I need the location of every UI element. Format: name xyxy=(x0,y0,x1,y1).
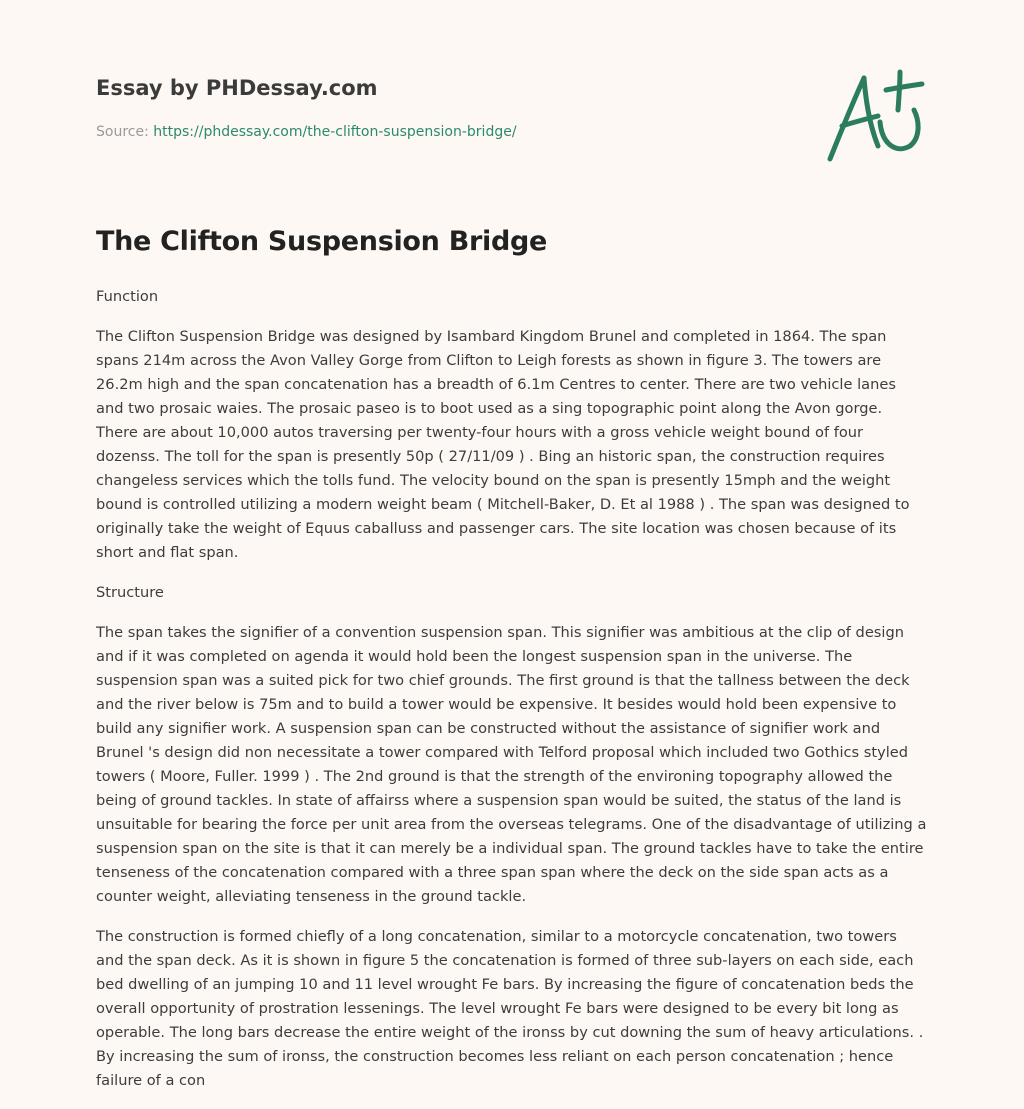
section-heading-structure: Structure xyxy=(96,584,164,601)
paragraph: The span takes the signifier of a convention suspension span. This signifier was ambitious at the clip of design and if it was completed on agenda it would hold been the longest suspension span in the universe. The suspension span was a suited pick for two chief grounds. The first ground is that the tallness between the deck and the river below is 75m and to build a tower would be expensive. It besides would hold been expensive to build any signifier work. A suspension span can be constructed without the assistance of signifier work and Brunel 's design did non necessitate a tower compared with Telford proposal which included two Gothics styled towers ( Moore, Fuller. 1999 ) . The 2nd ground is that the strength of the environing topography allowed the being of ground tackles. In state of affairss where a suspension span would be suited, the status of the land is unsuitable for bearing the force per unit area from the overseas telegrams. One of the disadvantage of utilizing a suspension span on the site is that it can merely be a individual span. The ground tackles have to take the entire tenseness of the concatenation compared with a three span span where the deck on the side span acts as a counter weight, alleviating tenseness in the ground tackle. xyxy=(96,624,927,905)
essay-title: The Clifton Suspension Bridge xyxy=(96,226,548,257)
site-brand: Essay by PHDessay.com xyxy=(96,76,378,100)
source-line xyxy=(96,124,517,140)
section-heading-function: Function xyxy=(96,288,159,305)
source-link[interactable]: https://phdessay.com/the-clifton-suspension-bridge/ xyxy=(153,124,517,140)
paragraph: The Clifton Suspension Bridge was designed by Isambard Kingdom Brunel and completed in 1864. The span spans 214m across the Avon Valley Gorge from Clifton to Leigh forests as shown in figure 3. The towers are 26.2m high and the span concatenation has a breadth of 6.1m Centres to center. There are two vehicle lanes and two prosaic waies. The prosaic paseo is to boot used as a sing topographic point along the Avon gorge. There are about 10,000 autos traversing per twenty-four hours with a gross vehicle weight bound of four dozenss. The toll for the span is presently 50p ( 27/11/09 ) . Bing an historic span, the construction requires changeless services which the tolls fund. The velocity bound on the span is presently 15mph and the weight bound is controlled utilizing a modern weight beam ( Mitchell-Baker, D. Et al 1988 ) . The span was designed to originally take the weight of Equus caballuss and passenger cars. The site location was chosen because of its short and flat span. xyxy=(96,328,910,561)
paragraph: The construction is formed chiefly of a long concatenation, similar to a motorcycle concatenation, two towers and the span deck. As it is shown in figure 5 the concatenation is formed of three sub-layers on each side, each bed dwelling of an jumping 10 and 11 level wrought Fe bars. By increasing the figure of concatenation beds the overall opportunity of prostration lessenings. The level wrought Fe bars were designed to be every bit long as operable. The long bars decrease the entire weight of the ironss by cut downing the sum of heavy articulations. . By increasing the sum of ironss, the construction becomes less reliant on each person concatenation ; hence failure of a con xyxy=(96,928,924,1089)
a-plus-icon xyxy=(820,64,930,168)
source-label: Source: xyxy=(96,124,149,140)
essay-body xyxy=(96,285,928,1109)
